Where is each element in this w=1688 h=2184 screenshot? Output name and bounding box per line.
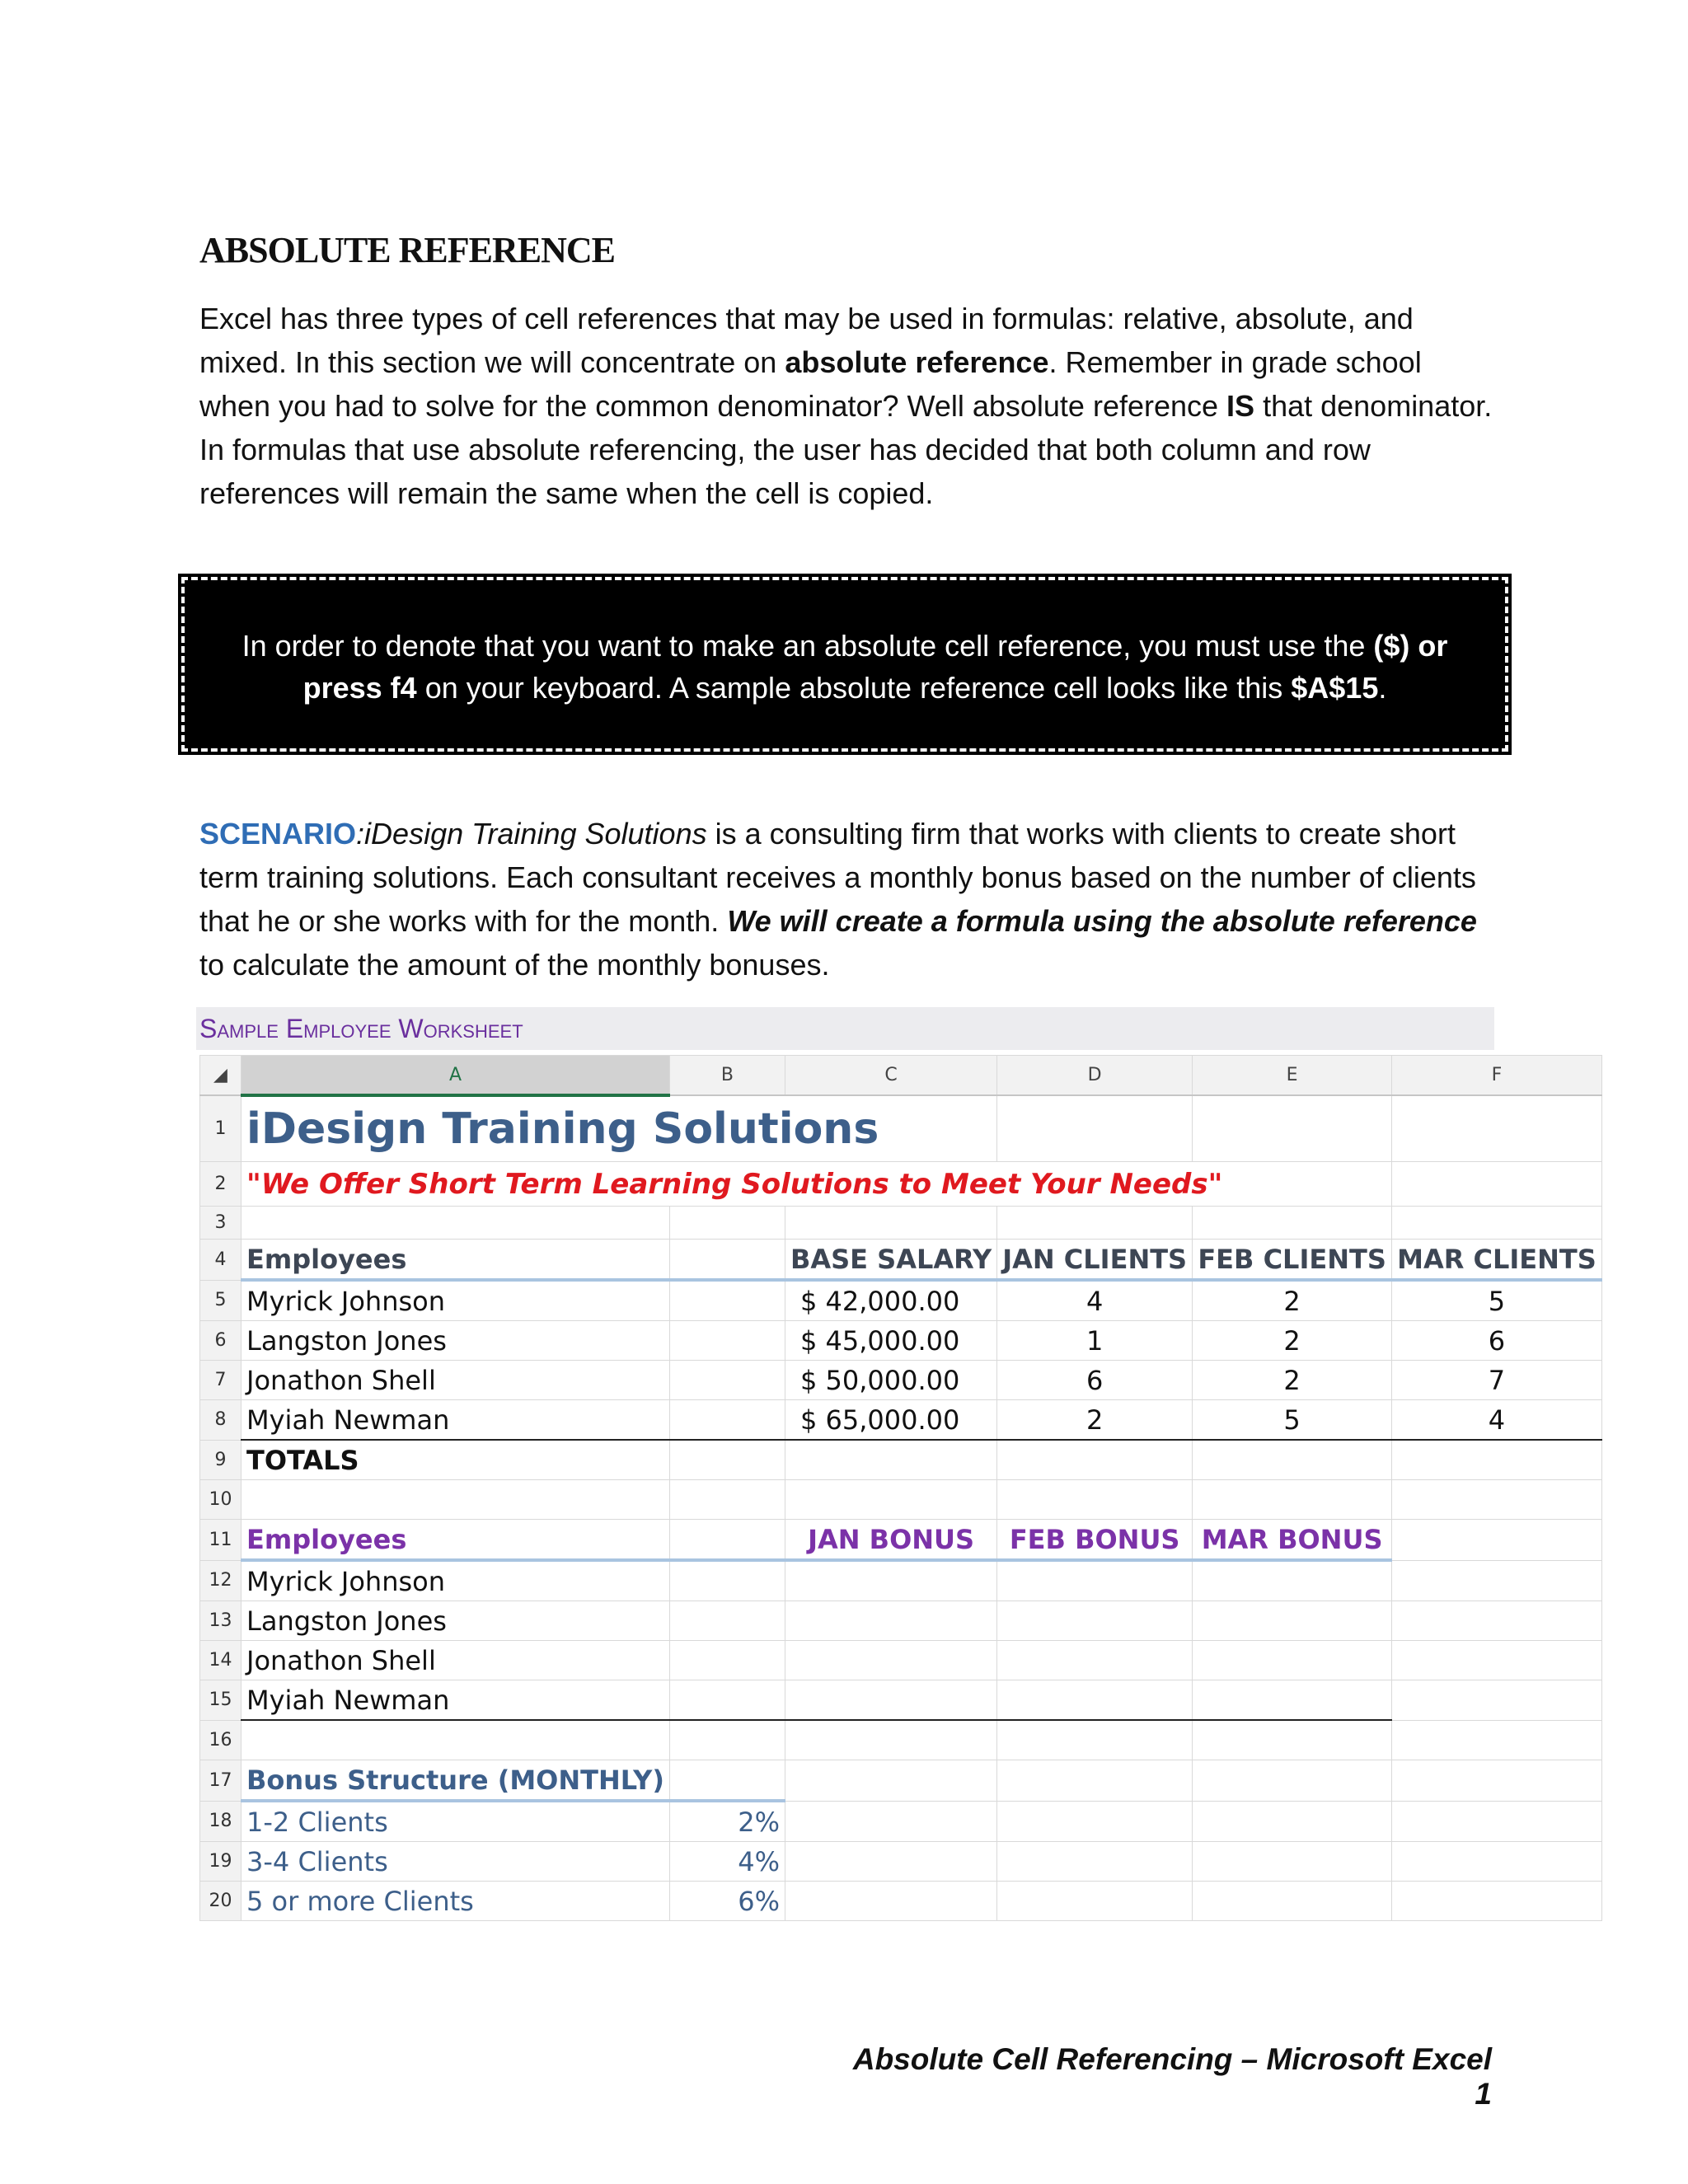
- row-header[interactable]: 2: [200, 1162, 241, 1207]
- sheet-row: [200, 1280, 1602, 1321]
- cell[interactable]: [785, 1641, 996, 1680]
- intro-text-1: Excel has three types of cell references that may be used in formulas: relative, absolute, and mixed. In this section we will concentrate on: [199, 302, 1414, 379]
- employee-name-cell[interactable]: Myiah Newman: [241, 1400, 670, 1441]
- cell[interactable]: [1193, 1480, 1392, 1520]
- jan-clients-cell[interactable]: 2: [997, 1400, 1193, 1441]
- cell[interactable]: [1193, 1680, 1392, 1721]
- cell[interactable]: [785, 1882, 996, 1921]
- cell[interactable]: [785, 1440, 996, 1480]
- cell[interactable]: [669, 1321, 785, 1361]
- jan-clients-cell[interactable]: 6: [997, 1361, 1193, 1400]
- cell[interactable]: [997, 1680, 1193, 1721]
- mar-clients-cell[interactable]: 5: [1392, 1280, 1602, 1321]
- scenario-company: iDesign Training Solutions: [364, 817, 707, 851]
- sheet-row: [200, 1560, 1602, 1601]
- cell[interactable]: [997, 1440, 1193, 1480]
- sheet-row: [200, 1641, 1602, 1680]
- cell[interactable]: [1392, 1720, 1602, 1760]
- scenario-paragraph: [199, 812, 1493, 987]
- cell[interactable]: [1193, 1560, 1392, 1601]
- cell[interactable]: [785, 1560, 996, 1601]
- cell[interactable]: [669, 1280, 785, 1321]
- cell[interactable]: [1193, 1095, 1392, 1162]
- cell[interactable]: [241, 1207, 670, 1240]
- bonus-percent-cell[interactable]: 6%: [669, 1882, 785, 1921]
- row-header[interactable]: 6: [200, 1321, 241, 1361]
- cell[interactable]: [997, 1882, 1193, 1921]
- bonus-employee-cell[interactable]: Jonathon Shell: [241, 1641, 670, 1680]
- row-header[interactable]: 14: [200, 1641, 241, 1680]
- base-salary-header-cell[interactable]: BASE SALARY: [785, 1240, 996, 1281]
- jan-clients-cell[interactable]: 1: [997, 1321, 1193, 1361]
- salary-cell[interactable]: $ 65,000.00: [785, 1400, 996, 1441]
- cell[interactable]: [785, 1480, 996, 1520]
- cell[interactable]: [669, 1361, 785, 1400]
- sheet-row: [200, 1882, 1602, 1921]
- row-header[interactable]: 20: [200, 1882, 241, 1921]
- sheet-row: [200, 1361, 1602, 1400]
- row-header[interactable]: 8: [200, 1400, 241, 1441]
- jan-clients-header-cell[interactable]: JAN CLIENTS: [997, 1240, 1193, 1281]
- sheet-row: [200, 1601, 1602, 1641]
- sheet-row: [200, 1842, 1602, 1882]
- employees-header-cell[interactable]: Employees: [241, 1240, 670, 1281]
- cell[interactable]: [669, 1641, 785, 1680]
- cell[interactable]: [669, 1400, 785, 1441]
- cell[interactable]: [669, 1760, 785, 1802]
- feb-clients-cell[interactable]: 5: [1193, 1400, 1392, 1441]
- column-header-a[interactable]: A: [241, 1056, 670, 1096]
- feb-clients-cell[interactable]: 2: [1193, 1361, 1392, 1400]
- sheet-row: [200, 1207, 1602, 1240]
- cell[interactable]: [785, 1760, 996, 1802]
- intro-paragraph: [199, 297, 1493, 515]
- scenario-text-1: is a consulting firm that works with clients to create short term training solutions. Each consultant receives a monthly bonus based on the number of clients that he or she works with for the month.: [199, 817, 1476, 938]
- cell[interactable]: [997, 1207, 1193, 1240]
- cell[interactable]: [1392, 1601, 1602, 1641]
- feb-bonus-header-cell[interactable]: FEB BONUS: [997, 1520, 1193, 1561]
- cell[interactable]: [1392, 1801, 1602, 1842]
- cell[interactable]: [669, 1680, 785, 1721]
- sheet-row: [200, 1680, 1602, 1721]
- page-number: 1: [1475, 2077, 1492, 2111]
- cell[interactable]: [1392, 1842, 1602, 1882]
- mar-clients-cell[interactable]: 7: [1392, 1361, 1602, 1400]
- row-header[interactable]: 9: [200, 1440, 241, 1480]
- sheet-row: [200, 1095, 1602, 1162]
- page-footer: [832, 2042, 1492, 2111]
- cell[interactable]: [997, 1760, 1193, 1802]
- row-header[interactable]: 3: [200, 1207, 241, 1240]
- cell[interactable]: [1193, 1801, 1392, 1842]
- row-header[interactable]: 13: [200, 1601, 241, 1641]
- cell[interactable]: [669, 1560, 785, 1601]
- callout-bold-1: ($) or press f4: [302, 629, 1448, 705]
- cell[interactable]: [1193, 1720, 1392, 1760]
- cell[interactable]: [1392, 1641, 1602, 1680]
- column-header-row: [200, 1056, 1602, 1096]
- row-header[interactable]: 7: [200, 1361, 241, 1400]
- column-header-f[interactable]: F: [1392, 1056, 1602, 1096]
- bonus-employee-cell[interactable]: Myrick Johnson: [241, 1560, 670, 1601]
- jan-bonus-header-cell[interactable]: JAN BONUS: [785, 1520, 996, 1561]
- salary-cell[interactable]: $ 50,000.00: [785, 1361, 996, 1400]
- sheet-row: [200, 1321, 1602, 1361]
- column-header-c[interactable]: C: [785, 1056, 996, 1096]
- cell[interactable]: [785, 1801, 996, 1842]
- intro-text-3: that denominator. In formulas that use absolute referencing, the user has decided that both column and row references will remain the same when the cell is copied.: [199, 389, 1493, 510]
- bonus-structure-header-cell[interactable]: Bonus Structure (MONTHLY): [241, 1760, 670, 1802]
- cell[interactable]: [1392, 1207, 1602, 1240]
- cell[interactable]: [785, 1680, 996, 1721]
- company-title-cell[interactable]: iDesign Training Solutions: [241, 1095, 997, 1162]
- cell[interactable]: [997, 1720, 1193, 1760]
- cell[interactable]: [997, 1842, 1193, 1882]
- sheet-row: [200, 1720, 1602, 1760]
- sheet-row: [200, 1240, 1602, 1281]
- cell[interactable]: [1392, 1882, 1602, 1921]
- bonus-employee-cell[interactable]: Langston Jones: [241, 1601, 670, 1641]
- cell[interactable]: [997, 1801, 1193, 1842]
- bonus-tier-cell[interactable]: 3-4 Clients: [241, 1842, 670, 1882]
- sheet-row: [200, 1480, 1602, 1520]
- row-header[interactable]: 19: [200, 1842, 241, 1882]
- bonus-employee-cell[interactable]: Myiah Newman: [241, 1680, 670, 1721]
- cell[interactable]: [1392, 1680, 1602, 1721]
- scenario-colon: :: [356, 817, 365, 851]
- sheet-row: [200, 1440, 1602, 1480]
- feb-clients-header-cell[interactable]: FEB CLIENTS: [1193, 1240, 1392, 1281]
- bonus-percent-cell[interactable]: 4%: [669, 1842, 785, 1882]
- cell[interactable]: [1193, 1601, 1392, 1641]
- column-header-b[interactable]: B: [669, 1056, 785, 1096]
- sheet-row: [200, 1520, 1602, 1561]
- salary-cell[interactable]: $ 42,000.00: [785, 1280, 996, 1321]
- cell[interactable]: [1392, 1520, 1602, 1561]
- row-header[interactable]: 16: [200, 1720, 241, 1760]
- sheet-row: [200, 1801, 1602, 1842]
- feb-clients-cell[interactable]: 2: [1193, 1321, 1392, 1361]
- worksheet-grid: [199, 1055, 1602, 1921]
- cell[interactable]: [997, 1095, 1193, 1162]
- column-header-e[interactable]: E: [1193, 1056, 1392, 1096]
- cell[interactable]: [1193, 1882, 1392, 1921]
- cell[interactable]: [669, 1240, 785, 1281]
- cell[interactable]: [1392, 1560, 1602, 1601]
- cell[interactable]: [669, 1520, 785, 1561]
- mar-clients-cell[interactable]: 4: [1392, 1400, 1602, 1441]
- employee-name-cell[interactable]: Jonathon Shell: [241, 1361, 670, 1400]
- row-header[interactable]: 5: [200, 1280, 241, 1321]
- cell[interactable]: [1193, 1641, 1392, 1680]
- cell[interactable]: [669, 1480, 785, 1520]
- callout-text-1: In order to denote that you want to make an absolute cell reference, you must use the: [241, 629, 1374, 663]
- mar-bonus-header-cell[interactable]: MAR BONUS: [1193, 1520, 1392, 1561]
- footer-title: Absolute Cell Referencing – Microsoft Excel: [852, 2042, 1492, 2076]
- cell[interactable]: [1392, 1480, 1602, 1520]
- callout-box: [181, 577, 1508, 752]
- row-header[interactable]: 1: [200, 1095, 241, 1162]
- employee-name-cell[interactable]: Myrick Johnson: [241, 1280, 670, 1321]
- intro-bold-1: absolute reference: [785, 345, 1049, 379]
- cell[interactable]: [785, 1720, 996, 1760]
- totals-label-cell[interactable]: TOTALS: [241, 1440, 670, 1480]
- cell[interactable]: [669, 1207, 785, 1240]
- row-header[interactable]: 12: [200, 1560, 241, 1601]
- feb-clients-cell[interactable]: 2: [1193, 1280, 1392, 1321]
- cell[interactable]: [997, 1560, 1193, 1601]
- cell[interactable]: [785, 1601, 996, 1641]
- section-heading: ABSOLUTE REFERENCE: [199, 230, 616, 270]
- jan-clients-cell[interactable]: 4: [997, 1280, 1193, 1321]
- select-all-corner[interactable]: ◢: [200, 1056, 241, 1096]
- cell[interactable]: [997, 1480, 1193, 1520]
- column-header-d[interactable]: D: [997, 1056, 1193, 1096]
- cell[interactable]: [1392, 1162, 1602, 1207]
- cell[interactable]: [669, 1720, 785, 1760]
- worksheet-caption: Sample Employee Worksheet: [196, 1007, 1494, 1050]
- bonus-percent-cell[interactable]: 2%: [669, 1801, 785, 1842]
- bonus-tier-cell[interactable]: 5 or more Clients: [241, 1882, 670, 1921]
- cell[interactable]: [785, 1842, 996, 1882]
- slogan-cell[interactable]: "We Offer Short Term Learning Solutions to Meet Your Needs": [241, 1162, 1392, 1207]
- cell[interactable]: [669, 1601, 785, 1641]
- intro-bold-2: IS: [1226, 389, 1255, 423]
- cell[interactable]: [997, 1641, 1193, 1680]
- cell[interactable]: [997, 1601, 1193, 1641]
- callout-text-2: on your keyboard. A sample absolute reference cell looks like this: [416, 671, 1292, 705]
- cell[interactable]: [1392, 1760, 1602, 1802]
- sheet-row: [200, 1162, 1602, 1207]
- row-header[interactable]: 17: [200, 1760, 241, 1802]
- cell[interactable]: [1392, 1440, 1602, 1480]
- cell[interactable]: [241, 1720, 670, 1760]
- scenario-label: SCENARIO: [199, 817, 357, 851]
- row-header[interactable]: 11: [200, 1520, 241, 1561]
- intro-text-2: . Remember in grade school when you had to solve for the common denominator? Well absolute reference: [199, 345, 1422, 423]
- cell[interactable]: [1193, 1760, 1392, 1802]
- callout-text-3: .: [1378, 671, 1387, 705]
- cell[interactable]: [1193, 1207, 1392, 1240]
- bonus-employees-header-cell[interactable]: Employees: [241, 1520, 670, 1561]
- cell[interactable]: [1392, 1095, 1602, 1162]
- cell[interactable]: [1193, 1440, 1392, 1480]
- cell[interactable]: [1193, 1842, 1392, 1882]
- cell[interactable]: [241, 1480, 670, 1520]
- row-header[interactable]: 15: [200, 1680, 241, 1721]
- sheet-row: [200, 1760, 1602, 1802]
- callout-bold-2: $A$15: [1291, 671, 1379, 705]
- salary-cell[interactable]: $ 45,000.00: [785, 1321, 996, 1361]
- cell[interactable]: [785, 1207, 996, 1240]
- scenario-text-2: to calculate the amount of the monthly bonuses.: [199, 948, 830, 982]
- row-header[interactable]: 4: [200, 1240, 241, 1281]
- scenario-emphasis: We will create a formula using the absolute reference: [727, 904, 1477, 938]
- row-header[interactable]: 18: [200, 1801, 241, 1842]
- cell[interactable]: [669, 1440, 785, 1480]
- mar-clients-header-cell[interactable]: MAR CLIENTS: [1392, 1240, 1602, 1281]
- sheet-row: [200, 1400, 1602, 1441]
- row-header[interactable]: 10: [200, 1480, 241, 1520]
- employee-name-cell[interactable]: Langston Jones: [241, 1321, 670, 1361]
- bonus-tier-cell[interactable]: 1-2 Clients: [241, 1801, 670, 1842]
- mar-clients-cell[interactable]: 6: [1392, 1321, 1602, 1361]
